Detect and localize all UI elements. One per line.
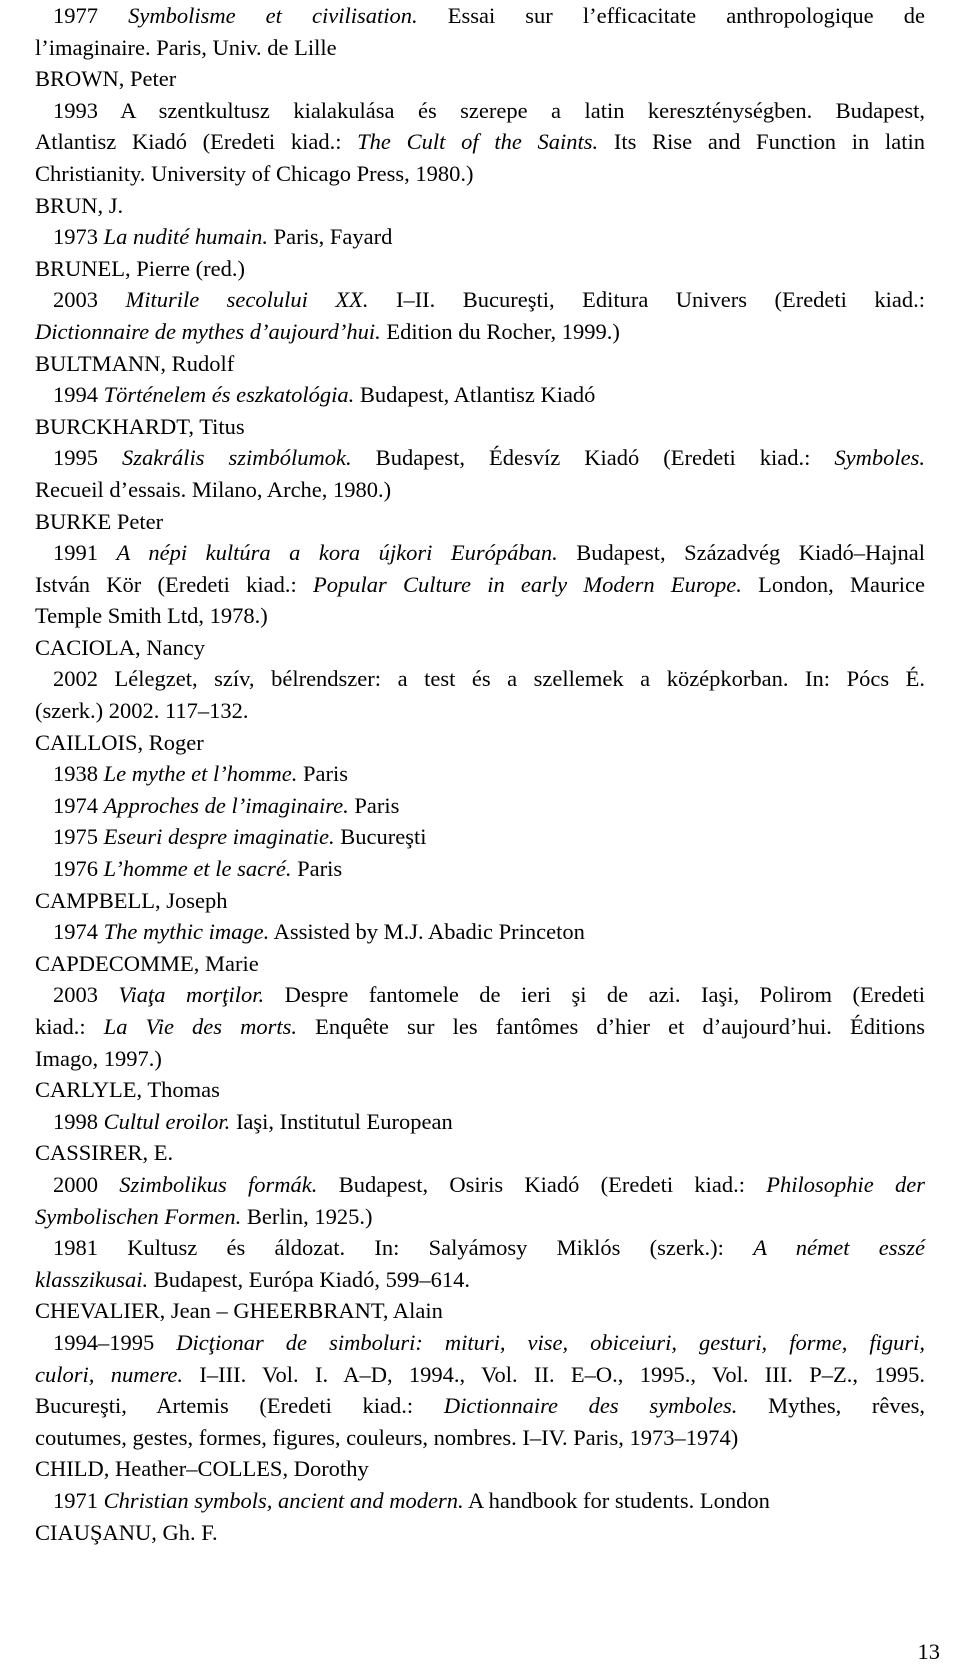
text-line [35, 253, 925, 285]
bibliography-list [35, 0, 925, 1548]
italic-title: klasszikusai. [35, 1266, 149, 1292]
text-run: István Kör (Eredeti kiad.: [35, 571, 314, 597]
text-run: BRUNEL, Pierre (red.) [35, 255, 245, 281]
text-line [35, 284, 925, 316]
text-run: Imago, 1997.) [35, 1045, 162, 1071]
italic-title: Le mythe et l’homme. [103, 761, 298, 787]
italic-title: Symboles. [834, 445, 925, 471]
text-run: kiad.: [35, 1014, 104, 1039]
text-run: Budapest, Édesvíz Kiadó (Eredeti kiad.: [351, 445, 835, 471]
text-line [35, 379, 925, 411]
text-line [35, 316, 925, 348]
text-run: CAILLOIS, Roger [35, 729, 204, 755]
text-line [35, 727, 925, 759]
text-line [35, 506, 925, 538]
text-run: 2002 Lélegzet, szív, bélrendszer: a test és a szellemek a középkorban. In: Pócs É. [53, 666, 925, 692]
text-run: 1991 [53, 540, 117, 566]
text-run: CACIOLA, Nancy [35, 634, 205, 660]
text-line [35, 979, 925, 1011]
text-line [35, 411, 925, 443]
text-run: (szerk.) 2002. 117–132. [35, 698, 249, 724]
text-run: I–III. Vol. I. A–D, 1994., Vol. II. E–O., 1995., Vol. III. P–Z., 1995. [183, 1361, 926, 1387]
italic-title: Viaţa morţilor. [118, 982, 265, 1008]
text-run: Temple Smith Ltd, 1978.) [35, 603, 268, 629]
text-run: Christianity. University of Chicago Press, 1980.) [35, 160, 474, 186]
text-line [35, 348, 925, 380]
text-line [35, 1106, 925, 1138]
text-run: Mythes, rêves, [737, 1393, 925, 1419]
text-line [35, 663, 925, 695]
italic-title: culori, numere. [35, 1361, 183, 1387]
text-run: Paris [348, 792, 400, 818]
text-run: Paris, Fayard [268, 224, 393, 250]
italic-title: Philosophie der [766, 1171, 926, 1197]
italic-title: La nudité humain. [103, 224, 269, 250]
text-run: CHILD, Heather–COLLES, Dorothy [35, 1456, 369, 1482]
text-run: coutumes, gestes, formes, figures, couleurs, nombres. I–IV. Paris, 1973–1974) [35, 1424, 739, 1450]
text-line [35, 95, 925, 127]
text-run: 2000 [53, 1171, 120, 1197]
text-run: BULTMANN, Rudolf [35, 350, 235, 376]
text-line [35, 758, 925, 790]
text-run: 1974 [53, 792, 104, 818]
text-run: Edition du Rocher, 1999.) [380, 318, 620, 344]
text-line [35, 1390, 925, 1422]
text-line [35, 1485, 925, 1517]
text-run: 1995 [53, 445, 123, 471]
text-line [35, 32, 925, 64]
text-line [35, 1201, 925, 1233]
text-line [35, 190, 925, 222]
text-line [35, 1137, 925, 1169]
text-run: Recueil d’essais. Milano, Arche, 1980.) [35, 476, 392, 502]
text-line [35, 632, 925, 664]
text-run: Paris [297, 761, 348, 787]
text-line [35, 916, 925, 948]
text-run: Atlantisz Kiadó (Eredeti kiad.: [35, 129, 358, 155]
text-line [35, 569, 925, 601]
text-run: Iaşi, Institutul European [230, 1108, 453, 1134]
text-run: CARLYLE, Thomas [35, 1077, 220, 1103]
text-run: Berlin, 1925.) [241, 1203, 373, 1229]
text-line [35, 0, 925, 32]
text-run: 2003 [53, 287, 126, 313]
italic-title: Popular Culture in early Modern Europe. [313, 571, 742, 597]
text-line [35, 474, 925, 506]
text-run: 1975 [53, 824, 104, 850]
italic-title: Symbolischen Formen. [35, 1203, 242, 1229]
text-line [35, 1232, 925, 1264]
text-run: 1994–1995 [53, 1329, 177, 1355]
text-run: Budapest, Európa Kiadó, 599–614. [148, 1266, 470, 1292]
text-run: BURCKHARDT, Titus [35, 413, 245, 439]
text-run: Budapest, Atlantisz Kiadó [354, 382, 596, 408]
italic-title: Eseuri despre imaginatie. [103, 824, 335, 850]
italic-title: L’homme et le sacré. [103, 856, 292, 882]
italic-title: Christian symbols, ancient and modern. [103, 1487, 464, 1513]
text-line [35, 63, 925, 95]
text-run: BRUN, J. [35, 192, 124, 218]
text-line [35, 1453, 925, 1485]
text-line [35, 126, 925, 158]
text-line [35, 221, 925, 253]
italic-title: Approches de l’imaginaire. [103, 792, 349, 818]
text-line [35, 1169, 925, 1201]
text-run: 1993 A szentkultusz kialakulása és szerepe a latin kereszténységben. Budapest, [53, 97, 925, 123]
italic-title: Dicţionar de simboluri: mituri, vise, obiceiuri, gesturi, forme, figuri, [176, 1329, 925, 1355]
text-line [35, 600, 925, 632]
text-run: 1998 [53, 1108, 104, 1134]
text-run: Paris [291, 856, 343, 882]
text-line [35, 1359, 925, 1391]
italic-title: Dictionnaire de mythes d’aujourd’hui. [35, 318, 381, 344]
text-run: Budapest, Osiris Kiadó (Eredeti kiad.: [317, 1171, 767, 1197]
text-line [35, 885, 925, 917]
text-run: 2003 [53, 982, 119, 1008]
text-line [35, 537, 925, 569]
page-number: 13 [917, 1639, 940, 1664]
text-run: Its Rise and Function in latin [598, 129, 925, 155]
text-run: I–II. Bucureşti, Editura Univers (Eredeti kiad.: [368, 287, 925, 313]
text-line [35, 1264, 925, 1296]
text-line [35, 1422, 925, 1454]
text-run: CHEVALIER, Jean – GHEERBRANT, Alain [35, 1298, 443, 1324]
italic-title: Cultul eroilor. [103, 1108, 231, 1134]
text-run: 1938 [53, 761, 104, 787]
text-run: 1976 [53, 856, 104, 882]
text-run: A handbook for students. London [463, 1487, 770, 1513]
text-line [35, 1074, 925, 1106]
text-line [35, 695, 925, 727]
text-run: London, Maurice [741, 571, 925, 597]
text-run: BROWN, Peter [35, 66, 177, 92]
text-run: 1974 [53, 919, 104, 945]
text-run: 1981 Kultusz és áldozat. In: Salyámosy Miklós (szerk.): [53, 1235, 754, 1261]
text-run: CAPDECOMME, Marie [35, 950, 259, 976]
text-line [35, 1327, 925, 1359]
text-run: Despre fantomele de ieri şi de azi. Iaşi, Polirom (Eredeti [264, 982, 925, 1008]
text-run: Budapest, Századvég Kiadó–Hajnal [557, 540, 925, 566]
text-run: CIAUŞANU, Gh. F. [35, 1519, 218, 1545]
text-run: BURKE Peter [35, 508, 164, 534]
text-run: CAMPBELL, Joseph [35, 887, 228, 913]
text-line [35, 158, 925, 190]
text-line [35, 1517, 925, 1549]
text-run: Enquête sur les fantômes d’hier et d’aujourd’hui. Éditions [297, 1014, 925, 1039]
italic-title: Miturile secolului XX. [125, 287, 369, 313]
italic-title: La Vie des morts. [103, 1014, 298, 1039]
text-run: Essai sur l’efficacitate anthropologique de [417, 3, 925, 28]
italic-title: The Cult of the Saints. [357, 129, 599, 155]
text-line [35, 1043, 925, 1075]
text-line [35, 442, 925, 474]
italic-title: A népi kultúra a kora újkori Európában. [116, 540, 558, 566]
text-run: 1971 [53, 1487, 104, 1513]
text-line [35, 948, 925, 980]
text-run: 1994 [53, 382, 104, 408]
italic-title: Szimbolikus formák. [119, 1171, 318, 1197]
text-run: 1973 [53, 224, 104, 250]
text-line [35, 1295, 925, 1327]
text-run: Assisted by M.J. Abadic Princeton [269, 919, 585, 945]
text-run: 1977 [53, 3, 129, 28]
text-run: Bucureşti, Artemis (Eredeti kiad.: [35, 1393, 444, 1419]
text-line [35, 853, 925, 885]
text-line [35, 1011, 925, 1043]
text-run: l’imaginaire. Paris, Univ. de Lille [35, 34, 337, 60]
italic-title: Történelem és eszkatológia. [103, 382, 355, 408]
text-run: CASSIRER, E. [35, 1140, 174, 1166]
text-line [35, 790, 925, 822]
italic-title: Szakrális szimbólumok. [122, 445, 352, 471]
italic-title: Symbolisme et civilisation. [128, 3, 418, 28]
italic-title: The mythic image. [103, 919, 270, 945]
italic-title: A német esszé [753, 1235, 925, 1261]
text-line [35, 821, 925, 853]
text-run: Bucureşti [334, 824, 427, 850]
italic-title: Dictionnaire des symboles. [443, 1393, 738, 1419]
